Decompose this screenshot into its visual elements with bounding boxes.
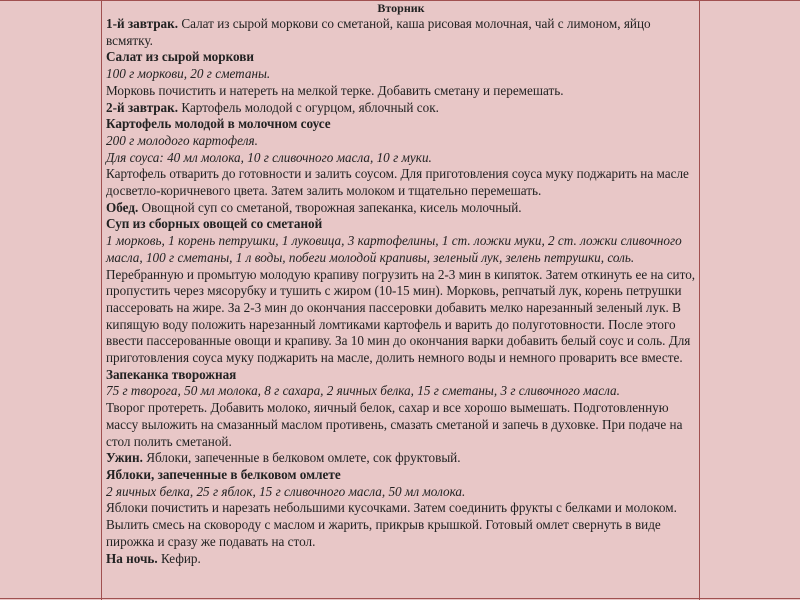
soup-ingredients: 1 морковь, 1 корень петрушки, 1 луковица, 3 картофелины, 1 ст. ложки муки, 2 ст. ложки сливочного масла, 100 г сметаны, 1 л воды, побеги молодой крапивы, зеленый лук, зелень петрушки, соль. bbox=[106, 233, 682, 265]
potato-ingredients: 200 г молодого картофеля. bbox=[106, 132, 258, 148]
dinner-label: Ужин. bbox=[106, 450, 143, 466]
potato-sauce: Для соуса: 40 мл молока, 10 г сливочного масла, 10 г муки. bbox=[106, 149, 432, 165]
breakfast1-line bbox=[106, 16, 696, 49]
lunch-line bbox=[106, 200, 696, 217]
carrot-salad-method: Морковь почистить и натереть на мелкой терке. Добавить сметану и перемешать. bbox=[106, 82, 564, 98]
column-divider-left bbox=[101, 0, 102, 600]
lunch-text: Овощной суп со сметаной, творожная запеканка, кисель молочный. bbox=[141, 199, 522, 215]
night-label: На ночь. bbox=[106, 550, 158, 566]
menu-cell bbox=[106, 1, 696, 567]
breakfast1-text: Салат из сырой моркови со сметаной, каша рисовая молочная, чай с лимоном, яйцо всмятку. bbox=[106, 16, 651, 48]
breakfast1-label: 1-й завтрак. bbox=[106, 16, 179, 31]
soup-title: Суп из сборных овощей со сметаной bbox=[106, 216, 323, 232]
apples-ingredients: 2 яичных белка, 25 г яблок, 15 г сливочного масла, 50 мл молока. bbox=[106, 483, 466, 499]
column-divider-right bbox=[699, 0, 700, 600]
breakfast2-line bbox=[106, 100, 696, 117]
potato-title: Картофель молодой в молочном соусе bbox=[106, 116, 331, 132]
lunch-label: Обед. bbox=[106, 199, 139, 215]
dinner-text: Яблоки, запеченные в белковом омлете, сок фруктовый. bbox=[146, 450, 461, 466]
potato-method: Картофель отварить до готовности и залить соусом. Для приготовления соуса муку поджарить на масле досветло-коричневого цвета. Затем залить молоком и тщательно перемешать. bbox=[106, 166, 689, 199]
casserole-ingredients: 75 г творога, 50 мл молока, 8 г сахара, 2 яичных белка, 15 г сметаны, 3 г сливочного масла. bbox=[106, 383, 620, 399]
dinner-line bbox=[106, 450, 696, 467]
casserole-title: Запеканка творожная bbox=[106, 366, 237, 382]
soup-method: Перебранную и промытую молодую крапиву погрузить на 2-3 мин в кипяток. Затем откинуть ее на сито, пропустить через мясорубку и тушить с жиром (10-15 мин). Морковь, репчатый лук, корень петрушки пассеровать на жире. За 2-3 мин до окончания пассеровки добавить мелко нарезанный зеленый лук. В кипящую воду положить нарезанный ломтиками картофель и варить до полуготовности. После этого ввести пассерованные овощи и крапиву. За 10 мин до окончания варки добавить белый соус и соль. Для приготовления соуса муку поджарить на масле, долить немного воды и немного проварить все вместе. bbox=[106, 266, 696, 366]
apples-method: Яблоки почистить и нарезать небольшими кусочками. Затем соединить фрукты с белками и молоком. Вылить смесь на сковороду с маслом и жарить, прикрыв крышкой. Готовый омлет свернуть в виде пирожка и сразу же подавать на стол. bbox=[106, 500, 677, 549]
carrot-salad-title: Салат из сырой моркови bbox=[106, 49, 254, 65]
night-line bbox=[106, 551, 696, 568]
table-border-bottom bbox=[0, 598, 800, 599]
apples-title: Яблоки, запеченные в белковом омлете bbox=[106, 466, 341, 482]
breakfast2-text: Картофель молодой с огурцом, яблочный сок. bbox=[181, 99, 439, 115]
carrot-salad-ingredients: 100 г моркови, 20 г сметаны. bbox=[106, 66, 271, 82]
day-title: Вторник bbox=[377, 1, 425, 15]
breakfast2-label: 2-й завтрак. bbox=[106, 99, 179, 115]
casserole-method: Творог протереть. Добавить молоко, яичный белок, сахар и все хорошо вымешать. Подготовленную массу выложить на смазанный маслом противень, смазать сметаной и запечь в духовке. При подаче на стол полить сметаной. bbox=[106, 400, 683, 449]
night-text: Кефир. bbox=[161, 550, 201, 566]
